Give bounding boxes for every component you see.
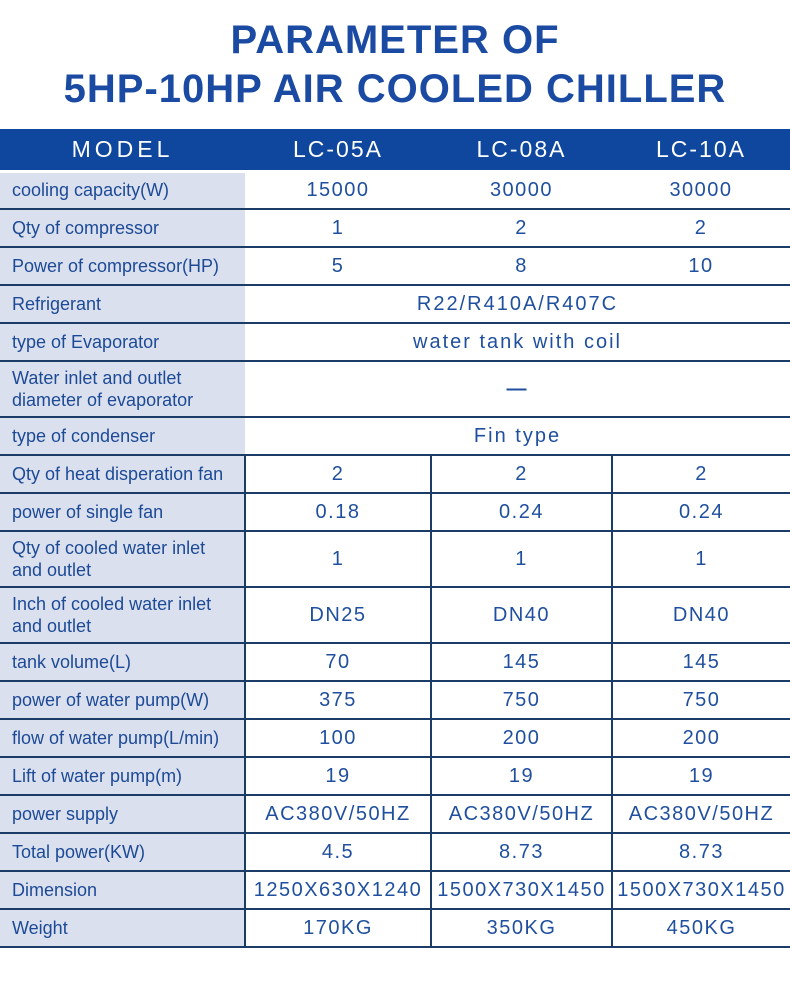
table-row <box>0 455 790 493</box>
table-row <box>0 493 790 531</box>
row-label: power of water pump(W) <box>0 681 245 719</box>
row-value: AC380V/50HZ <box>245 795 431 833</box>
row-value: 8.73 <box>431 833 612 871</box>
row-value: AC380V/50HZ <box>612 795 790 833</box>
table-row <box>0 587 790 643</box>
table-row <box>0 417 790 455</box>
row-value: DN40 <box>612 587 790 643</box>
row-label: Dimension <box>0 871 245 909</box>
row-value: 145 <box>612 643 790 681</box>
row-value: 4.5 <box>245 833 431 871</box>
row-label: type of condenser <box>0 417 245 455</box>
row-label: Lift of water pump(m) <box>0 757 245 795</box>
row-label: Inch of cooled water inlet and outlet <box>0 587 245 643</box>
row-value: 10 <box>612 247 790 285</box>
row-value: 5 <box>245 247 431 285</box>
table-row <box>0 171 790 209</box>
row-value: 350KG <box>431 909 612 947</box>
row-label: cooling capacity(W) <box>0 171 245 209</box>
row-value-span: R22/R410A/R407C <box>245 285 790 323</box>
row-value-span: water tank with coil <box>245 323 790 361</box>
row-value: DN40 <box>431 587 612 643</box>
row-label: Weight <box>0 909 245 947</box>
row-value: 0.24 <box>431 493 612 531</box>
header-model-lc05a: LC-05A <box>245 129 431 171</box>
row-value: 1500X730X1450 <box>612 871 790 909</box>
row-value: 1 <box>245 531 431 587</box>
row-label: Refrigerant <box>0 285 245 323</box>
row-value: 750 <box>612 681 790 719</box>
row-value: 30000 <box>489 178 554 201</box>
table-row <box>0 719 790 757</box>
row-label: Qty of heat disperation fan <box>0 455 245 493</box>
row-value: 200 <box>612 719 790 757</box>
row-label: flow of water pump(L/min) <box>0 719 245 757</box>
row-value: 1 <box>612 531 790 587</box>
row-value-span: — <box>245 361 790 417</box>
row-label: type of Evaporator <box>0 323 245 361</box>
table-row <box>0 361 790 417</box>
row-label: power supply <box>0 795 245 833</box>
row-value: 2 <box>612 455 790 493</box>
row-value: 70 <box>245 643 431 681</box>
row-value: 30000 <box>669 178 733 201</box>
row-value: 450KG <box>612 909 790 947</box>
row-label: Total power(KW) <box>0 833 245 871</box>
row-label: tank volume(L) <box>0 643 245 681</box>
row-value: 1250X630X1240 <box>245 871 431 909</box>
row-label: Power of compressor(HP) <box>0 247 245 285</box>
table-row <box>0 209 790 247</box>
table-body <box>0 171 790 947</box>
row-value: DN25 <box>245 587 431 643</box>
table-row <box>0 531 790 587</box>
row-value: 0.24 <box>612 493 790 531</box>
table-row <box>0 909 790 947</box>
row-value: 0.18 <box>245 493 431 531</box>
row-value: 2 <box>612 209 790 247</box>
parameter-table <box>0 129 790 948</box>
row-value: 2 <box>245 455 431 493</box>
table-row <box>0 795 790 833</box>
table-row <box>0 681 790 719</box>
row-value-span: Fin type <box>245 417 790 455</box>
table-row <box>0 643 790 681</box>
row-value: 100 <box>245 719 431 757</box>
row-value: 19 <box>245 757 431 795</box>
table-header <box>0 129 790 171</box>
row-value: 2 <box>431 209 612 247</box>
row-value: 375 <box>245 681 431 719</box>
row-value: 15000 <box>306 178 370 201</box>
table-row <box>0 323 790 361</box>
row-label: Qty of cooled water inlet and outlet <box>0 531 245 587</box>
page-title-line2: 5HP-10HP AIR COOLED CHILLER <box>63 67 727 111</box>
row-value: 19 <box>431 757 612 795</box>
header-model-lc10a: LC-10A <box>612 129 790 171</box>
table-row <box>0 871 790 909</box>
page-title-line1: PARAMETER OF <box>230 18 560 62</box>
row-label: Qty of compressor <box>0 209 245 247</box>
row-value: 1500X730X1450 <box>431 871 612 909</box>
header-model: MODEL <box>0 129 245 171</box>
row-value: 170KG <box>245 909 431 947</box>
row-value: 2 <box>431 455 612 493</box>
row-label: power of single fan <box>0 493 245 531</box>
row-value: 145 <box>431 643 612 681</box>
header-model-lc08a: LC-08A <box>431 129 612 171</box>
row-value: 8.73 <box>612 833 790 871</box>
row-value: 19 <box>612 757 790 795</box>
table-row <box>0 757 790 795</box>
row-value: 750 <box>431 681 612 719</box>
row-value: 1 <box>431 531 612 587</box>
page-title <box>0 0 790 114</box>
table-row <box>0 833 790 871</box>
row-value: 8 <box>431 247 612 285</box>
row-value: AC380V/50HZ <box>431 795 612 833</box>
row-value: 200 <box>431 719 612 757</box>
table-row <box>0 247 790 285</box>
header-row <box>0 129 790 171</box>
row-label: Water inlet and outlet diameter of evaporator <box>0 361 245 417</box>
row-value: 1 <box>245 209 431 247</box>
table-row <box>0 285 790 323</box>
